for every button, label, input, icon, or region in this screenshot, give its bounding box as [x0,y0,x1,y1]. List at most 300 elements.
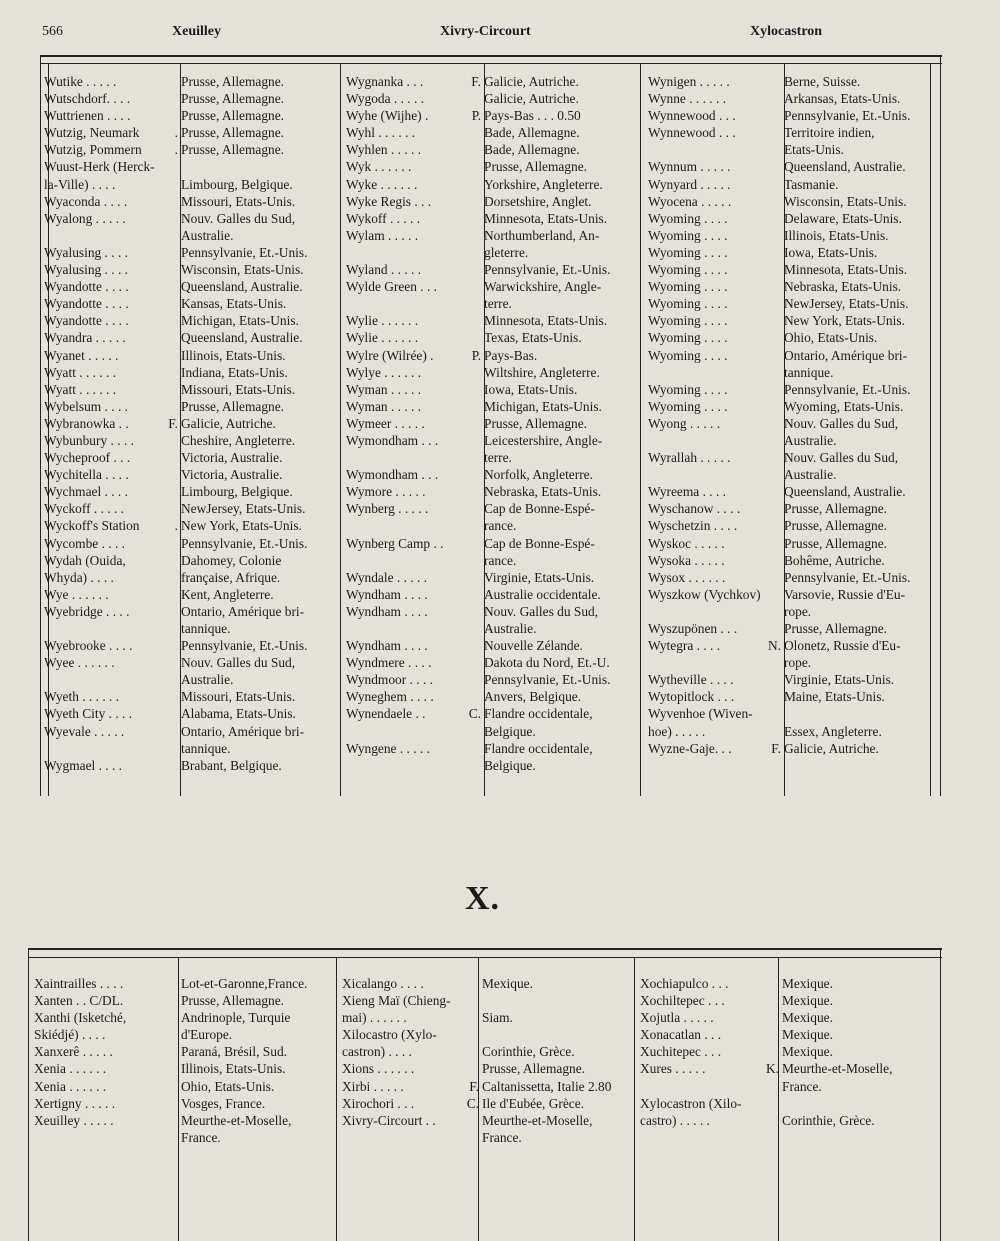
place-name: Xojutla . . . . . [640,1010,714,1026]
gazetteer-entry [44,723,331,740]
place-location: Nouv. Galles du Sud, [181,210,296,226]
place-location: Prusse, Allemagne. [484,415,588,431]
gazetteer-entry [34,1129,335,1146]
place-name: Wybunbury . . . . [44,432,134,448]
place-location: Northumberland, An- [484,227,600,243]
place-suffix: . [174,142,178,158]
gazetteer-entry [648,415,936,432]
place-name: Whyda) . . . . [44,569,114,585]
place-name: Wytheville . . . . [648,672,734,688]
place-location: Andrinople, Turquie [181,1010,291,1026]
gazetteer-entry [346,620,634,637]
gazetteer-entry [44,124,331,141]
place-name [648,432,784,449]
place-location: gleterre. [484,244,529,260]
gazetteer-entry [346,740,634,757]
place-name: Xuchitepec . . . [640,1044,722,1060]
place-name: Wyoming . . . . [648,227,728,243]
place-location: Etats-Unis. [784,142,844,158]
gazetteer-entry [346,227,634,244]
gazetteer-entry [648,517,936,534]
place-location: rope. [784,603,812,619]
place-name: Wyaconda . . . . [44,193,128,209]
place-location: Australie occidentale. [484,586,601,602]
place-location: Leicestershire, Angle- [484,432,603,448]
place-name: Wynnum . . . . . [648,159,731,175]
place-name: Wyocena . . . . . [648,193,732,209]
gazetteer-entry [44,261,331,278]
gazetteer-entry [346,757,634,774]
place-name: Wylde Green . . . [346,279,438,295]
place-name: Xertigny . . . . . [34,1095,116,1111]
place-location: Bade, Allemagne. [484,125,580,141]
place-name: Wygoda . . . . . [346,91,425,107]
gazetteer-entry [648,671,936,688]
place-location: Prusse, Allemagne. [181,125,285,141]
place-name: Wyalong . . . . . [44,210,126,226]
place-name: Wyoming . . . . [648,381,728,397]
place-name: Wyskoc . . . . . [648,535,725,551]
place-location [482,1026,634,1043]
place-name [44,740,181,757]
gazetteer-entry [648,620,936,637]
place-location: NewJersey, Etats-Unis. [181,501,306,517]
place-name: Wyandra . . . . . [44,330,126,346]
gazetteer-entry [648,210,936,227]
place-name: Wygnanka . . . F. [346,74,481,89]
place-location: française, Afrique. [181,569,281,585]
place-location: Flandre occidentale, [484,706,593,722]
place-location: Galicie, Autriche. [181,415,276,431]
place-name: Wyoming . . . . [648,398,728,414]
place-location: Cheshire, Angleterre. [181,432,296,448]
place-name: Wyvenhoe (Wiven- [648,706,753,722]
place-name [44,227,181,244]
place-name [648,603,784,620]
place-location: Tasmanie. [784,176,839,192]
place-name: Wydah (Ouida, [44,552,126,568]
place-name: Wybelsum . . . . [44,398,128,414]
gazetteer-entry [346,107,634,124]
gazetteer-entry [648,603,936,620]
gazetteer-entry [648,312,936,329]
place-name: Wysox . . . . . . [648,569,726,585]
place-location: Ile d'Eubée, Grèce. [482,1095,585,1111]
place-location: Illinois, Etats-Unis. [181,1061,286,1077]
gazetteer-entry [346,141,634,158]
gazetteer-entry [44,535,331,552]
gazetteer-entry [648,688,936,705]
place-location: Arkansas, Etats-Unis. [784,91,901,107]
place-location: Mexique. [782,993,833,1009]
place-location: Olonetz, Russie d'Eu- [784,638,901,654]
place-location: Pennsylvanie, Et.-Unis. [181,638,308,654]
place-location: Belgique. [484,757,536,773]
gazetteer-entry [346,210,634,227]
gazetteer-entry [346,244,634,261]
gazetteer-entry [44,586,331,603]
place-name: Xenia . . . . . . [34,1061,107,1077]
place-name: Wyckoff . . . . . [44,501,125,517]
gazetteer-entry [648,329,936,346]
gazetteer-entry [648,740,936,757]
place-location: Illinois, Etats-Unis. [784,227,889,243]
place-name: Wyke . . . . . . [346,176,418,192]
top-column-2 [346,73,634,774]
place-location: d'Europe. [181,1027,233,1043]
place-name: Wyoming . . . . [648,210,728,226]
place-location: Kent, Angleterre. [181,586,274,602]
place-name: Wyk . . . . . . [346,159,412,175]
place-suffix: K. [765,1061,779,1077]
place-suffix: C. [466,1095,479,1111]
place-name: Wyreema . . . . [648,484,727,500]
place-location: tannique. [784,364,834,380]
place-name [34,1129,181,1146]
gazetteer-entry [346,586,634,603]
gazetteer-entry [44,347,331,364]
place-location: Missouri, Etats-Unis. [181,193,296,209]
gazetteer-entry [648,500,936,517]
place-name: Wysoka . . . . . [648,552,725,568]
place-name: Wyebrooke . . . . [44,638,133,654]
place-location: Queensland, Australie. [784,159,906,175]
place-location: Flandre occidentale, [484,740,593,756]
place-location: Galicie, Autriche. [484,91,579,107]
gazetteer-entry [44,227,331,244]
place-location [181,158,331,175]
place-location: Paraná, Brésil, Sud. [181,1044,287,1060]
place-location: Mexique. [782,1010,833,1026]
place-name: Wynigen . . . . . [648,74,730,89]
place-location: Wisconsin, Etats-Unis. [784,193,907,209]
gazetteer-entry [346,398,634,415]
gazetteer-entry [346,637,634,654]
place-name: Wyatt . . . . . . [44,381,117,397]
place-name: Wymondham . . . [346,432,439,448]
gazetteer-entry [346,671,634,688]
top-column-3 [648,73,936,757]
place-name: Wynendaele . . C. [346,706,481,722]
place-name: Wyeth . . . . . . [44,689,120,705]
place-name: Wycheproof . . . [44,450,131,466]
gazetteer-entry [648,227,936,244]
gazetteer-entry [346,449,634,466]
place-name: Wyandotte . . . . [44,279,129,295]
place-name: Xirochori . . . C. [342,1095,479,1111]
place-name: Wyalusing . . . . [44,244,128,260]
place-name [44,620,181,637]
gazetteer-entry [44,90,331,107]
gazetteer-entry [342,1112,634,1129]
gazetteer-entry [640,1112,934,1129]
place-name: Xonacatlan . . . [640,1027,722,1043]
place-name: Wyeth City . . . . [44,706,133,722]
gazetteer-entry [640,1078,934,1095]
place-name: Wymondham . . . [346,467,439,483]
place-location: Yorkshire, Angleterre. [484,176,603,192]
place-name: Wytegra . . . . N. [648,638,781,654]
gazetteer-entry [640,1060,934,1077]
place-location: Pennsylvanie, Et.-Unis. [784,381,911,397]
gazetteer-entry [34,1026,335,1043]
place-name: Xanten . . C/DL. [34,993,124,1009]
place-location: Mexique. [482,976,533,991]
place-location: Pennsylvanie, Et.-Unis. [181,244,308,260]
place-name: Wylye . . . . . . [346,364,422,380]
bottom-table-rule [28,948,942,950]
gazetteer-entry [648,90,936,107]
place-suffix: . [174,518,178,534]
place-location: rope. [784,655,812,671]
gazetteer-entry [648,141,936,158]
place-location: Corinthie, Grèce. [782,1112,875,1128]
gazetteer-entry [346,569,634,586]
gazetteer-entry [44,483,331,500]
place-name: Wutike . . . . . [44,74,117,89]
place-location: Limbourg, Belgique. [181,484,293,500]
place-name: Wyndham . . . . [346,586,428,602]
gazetteer-entry [648,261,936,278]
gazetteer-entry [346,466,634,483]
top-table-border-right [940,56,941,796]
gazetteer-entry [648,569,936,586]
place-name: Wyoming . . . . [648,262,728,278]
gazetteer-entry [346,552,634,569]
place-name: Wyandotte . . . . [44,296,129,312]
gazetteer-entry [648,705,936,722]
place-name: Xylocastron (Xilo- [640,1095,742,1111]
gazetteer-entry [648,176,936,193]
header-right-word: Xylocastron [750,24,823,39]
gazetteer-entry [346,90,634,107]
place-location: Iowa, Etats-Unis. [784,244,878,260]
place-name: Wyzne-Gaje. . . F. [648,740,781,756]
gazetteer-entry [34,1009,335,1026]
place-location: Nouvelle Zélande. [484,638,583,654]
place-location: Pays-Bas . . . 0.50 [484,108,581,124]
place-location: Kansas, Etats-Unis. [181,296,287,312]
gazetteer-entry [648,398,936,415]
gazetteer-entry [44,449,331,466]
bottom-column-3 [640,975,934,1129]
gazetteer-entry [640,992,934,1009]
place-location: Australie. [484,621,537,636]
place-location: Norfolk, Angleterre. [484,467,593,483]
header-left-word: Xeuilley [172,24,221,39]
gazetteer-entry [346,364,634,381]
place-name: Wymore . . . . . [346,484,426,500]
place-name [346,517,484,534]
place-location: Meurthe-et-Moselle, [181,1112,292,1128]
place-location: Limbourg, Belgique. [181,176,293,192]
gazetteer-entry [346,158,634,175]
place-location: Territoire indien, [784,125,875,141]
place-location: Wiltshire, Angleterre. [484,364,600,380]
place-suffix: F. [168,415,178,431]
place-name: Wylie . . . . . . [346,313,419,329]
gazetteer-entry [44,740,331,757]
place-name: Xenia . . . . . . [34,1078,107,1094]
place-name: Wynberg Camp . . [346,535,444,551]
place-location: Essex, Angleterre. [784,723,882,739]
place-name: castro) . . . . . [640,1112,710,1128]
place-location: Michigan, Etats-Unis. [181,313,299,329]
place-location: Brabant, Belgique. [181,757,282,773]
gazetteer-entry [346,124,634,141]
place-location: Victoria, Australie. [181,467,283,483]
bottom-column-2 [342,975,634,1146]
place-name: Wyneghem . . . . [346,689,434,705]
gazetteer-entry [346,381,634,398]
gazetteer-entry [346,193,634,210]
place-location: Pennsylvanie, Et.-Unis. [484,262,611,278]
place-name: Wyatt . . . . . . [44,364,117,380]
gazetteer-entry [44,466,331,483]
place-name: Wyong . . . . . [648,415,721,431]
place-name: Wyland . . . . . [346,262,422,278]
gazetteer-entry [44,603,331,620]
place-name: Wyndale . . . . . [346,569,428,585]
gazetteer-entry [34,1078,335,1095]
gazetteer-entry [44,705,331,722]
place-location: terre. [484,450,512,466]
place-location: Mexique. [782,976,833,991]
place-name: Wytopitlock . . . [648,689,735,705]
header-center-word: Xivry-Circourt [440,24,531,39]
place-suffix: F. [471,74,481,89]
place-location: Vosges, France. [181,1095,266,1111]
top-table-rule [40,55,942,57]
place-location: Australie. [181,227,234,243]
gazetteer-entry [648,381,936,398]
place-name: Wyalusing . . . . [44,262,128,278]
place-name: Skiédjé) . . . . [34,1027,106,1043]
gazetteer-entry [44,364,331,381]
place-location: Prusse, Allemagne. [484,159,588,175]
place-location: Nouv. Galles du Sud, [484,603,599,619]
section-letter: X. [465,880,501,917]
place-name: Wyoming . . . . [648,330,728,346]
gazetteer-entry [648,347,936,364]
place-name: Wykoff . . . . . [346,210,421,226]
gazetteer-entry [346,261,634,278]
place-location: New York, Etats-Unis. [784,313,905,329]
place-name: Wyhl . . . . . . [346,125,416,141]
place-name: Wycombe . . . . [44,535,126,551]
place-location: Lot-et-Garonne,France. [181,976,308,991]
place-suffix: C. [468,706,481,722]
column-divider [634,958,635,1241]
bottom-column-1 [34,975,335,1146]
page-number: 566 [42,24,63,39]
gazetteer-entry [44,295,331,312]
place-location: Ohio, Etats-Unis. [181,1078,275,1094]
place-name [648,364,784,381]
gazetteer-entry [34,1043,335,1060]
column-divider [336,958,337,1241]
place-name: Wye . . . . . . [44,586,109,602]
place-location: Wyoming, Etats-Unis. [784,398,904,414]
place-location: Nebraska, Etats-Unis. [784,279,902,295]
place-name: Wychmael . . . . [44,484,128,500]
place-name: Wyngene . . . . . [346,740,430,756]
place-location: Prusse, Allemagne. [181,398,285,414]
gazetteer-entry [346,415,634,432]
place-name: Wyanet . . . . . [44,347,119,363]
gazetteer-entry [44,244,331,261]
place-location [782,1095,934,1112]
gazetteer-entry [640,1026,934,1043]
gazetteer-entry [44,398,331,415]
place-name: Xions . . . . . . [342,1061,415,1077]
place-location: Ontario, Amérique bri- [181,603,305,619]
gazetteer-entry [44,637,331,654]
top-column-1 [44,73,331,774]
gazetteer-entry [44,381,331,398]
gazetteer-entry [44,107,331,124]
place-location: Pennsylvanie, Et.-Unis. [181,535,308,551]
bottom-table-border-left [28,949,29,1241]
place-name: Wychitella . . . . [44,467,129,483]
place-location: Virginie, Etats-Unis. [484,569,595,585]
gazetteer-entry [648,193,936,210]
gazetteer-entry [44,210,331,227]
gazetteer-entry [44,688,331,705]
place-location: Mexique. [782,1044,833,1060]
place-location: Pennsylvanie, Et.-Unis. [484,672,611,688]
place-location: Dorsetshire, Anglet. [484,193,592,209]
gazetteer-entry [648,723,936,740]
place-location: Pays-Bas. [484,347,538,363]
place-location: Meurthe-et-Moselle, [782,1061,893,1077]
bottom-table-rule-inner [28,957,942,958]
place-name: Xures . . . . . K. [640,1061,779,1077]
gazetteer-entry [346,500,634,517]
place-name: Xanxerê . . . . . [34,1044,113,1060]
place-location: Galicie, Autriche. [784,740,879,756]
gazetteer-entry [342,1060,634,1077]
gazetteer-entry [44,415,331,432]
place-location: Queensland, Australie. [181,279,303,295]
place-location: Ontario, Amérique bri- [181,723,305,739]
gazetteer-entry [648,535,936,552]
place-location: Indiana, Etats-Unis. [181,364,288,380]
top-table-border-left [40,56,41,796]
place-name: Wyndmere . . . . [346,655,432,671]
place-name: Wyndham . . . . [346,638,428,654]
place-name: Wyschanow . . . . [648,501,741,517]
gazetteer-entry [342,1078,634,1095]
gazetteer-entry [34,1095,335,1112]
place-name: Wyckoff's Station . [44,518,178,534]
place-location: Prusse, Allemagne. [784,501,888,517]
place-name [346,295,484,312]
place-location: Delaware, Etats-Unis. [784,210,902,226]
gazetteer-entry [44,158,331,175]
gazetteer-entry [648,432,936,449]
place-location: France. [181,1129,221,1145]
place-suffix: F. [469,1078,479,1094]
place-location: Meurthe-et-Moselle, [482,1112,593,1128]
top-table-rule-inner [40,63,942,64]
gazetteer-entry [342,1043,634,1060]
place-location: Wisconsin, Etats-Unis. [181,262,304,278]
place-location [784,705,936,722]
gazetteer-entry [34,992,335,1009]
place-name: Wyndham . . . . [346,603,428,619]
place-location: Iowa, Etats-Unis. [484,381,578,397]
